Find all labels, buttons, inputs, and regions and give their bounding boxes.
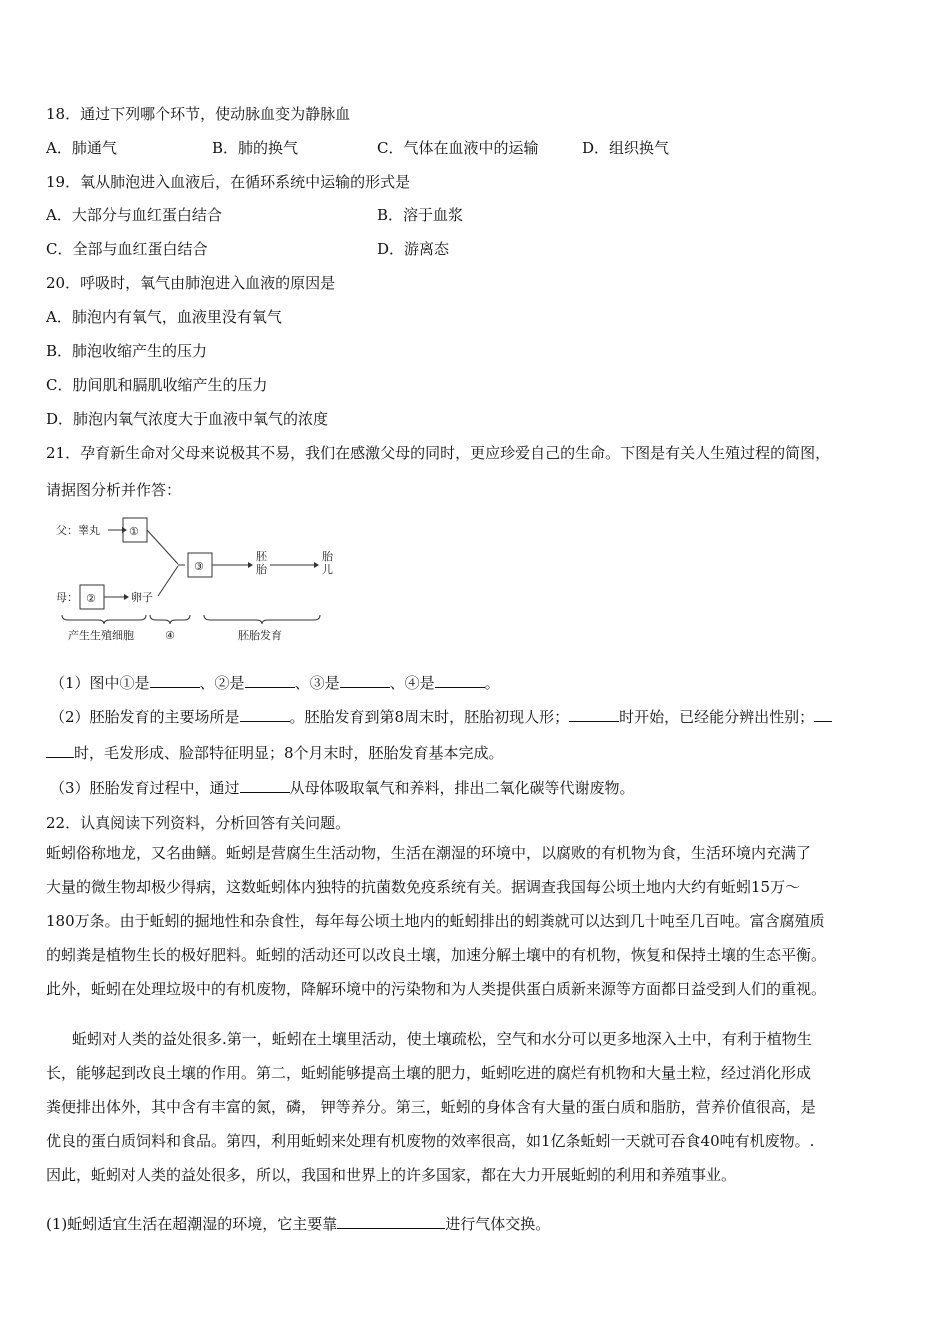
q20-option-a: A．肺泡内有氧气，血液里没有氧气 [46,308,282,326]
q21-stem-line1: 21．孕育新生命对父母来说极其不易，我们在感激父母的同时，更应珍爱自己的生命。下图是有关人生殖过程的简图， [46,444,831,462]
q18-option-b: B．肺的换气 [212,139,299,157]
q19-option-b: B．溶于血浆 [377,206,464,224]
passage-line: 大量的微生物却极少得病，这数蚯蚓体内独特的抗菌数免疫系统有关。据调查我国每公顷土地内大约有蚯蚓15万～ [46,878,801,896]
q21-part2-line1: （2）胚胎发育的主要场所是 。胚胎发育到第8周末时，胚胎初现人形； 时开始，已经能分辨出性别； [50,706,832,727]
reproduction-diagram [50,512,350,652]
passage-line: 此外，蚯蚓在处理垃圾中的有机废物，降解环境中的污染物和为人类提供蛋白质新来源等方面都日益受到人们的重视。 [46,980,827,998]
passage-line: 粪便排出体外，其中含有丰富的氮，磷， 钾等养分。第三，蚯蚓的身体含有大量的蛋白质和脂肪，营养价值很高，是 [46,1098,816,1116]
diagram-box-3-label: ③ [194,560,204,573]
q20-stem: 20．呼吸时，氧气由肺泡进入血液的原因是 [46,274,336,292]
q19-option-d: D．游离态 [377,240,450,258]
q18-option-d: D．组织换气 [582,139,670,157]
q20-option-d: D．肺泡内氧气浓度大于血液中氧气的浓度 [46,410,329,428]
answer-blank-3[interactable] [340,673,390,688]
answer-blank-1[interactable] [150,673,200,688]
passage-line: 蚯蚓对人类的益处很多.第一，蚯蚓在土壤里活动，使土壤疏松，空气和水分可以更多地深入土中，有利于植物生 [72,1030,812,1048]
q22-stem: 22．认真阅读下列资料，分析回答有关问题。 [46,814,351,832]
diagram-label-embryo-dev: 胚胎发育 [238,629,282,642]
answer-blank-9[interactable] [337,1214,445,1229]
q20-option-b: B．肺泡收缩产生的压力 [46,342,208,360]
passage-line: 的蚓粪是植物生长的极好肥料。蚯蚓的活动还可以改良土壤，加速分解土壤中的有机物，恢复和保持土壤的生态平衡。 [46,946,827,964]
answer-blank-8[interactable] [240,778,290,793]
q21-stem-line2: 请据图分析并作答： [46,481,182,499]
q21-part3: （3）胚胎发育过程中，通过 从母体吸取氧气和养料，排出二氧化碳等代谢废物。 [50,779,635,797]
answer-blank-7b[interactable] [46,743,74,758]
diagram-box-2-label: ② [86,592,96,605]
diagram-label-4: ④ [165,629,175,642]
passage-line: 180万条。由于蚯蚓的掘地性和杂食性，每年每公顷土地内的蚯蚓排出的蚓粪就可以达到几十吨至几百吨。富含腐殖质 [46,912,825,930]
q22-part1: (1)蚯蚓适宜生活在超潮湿的环境，它主要靠 进行气体交换。 [46,1215,551,1233]
passage-line: 优良的蛋白质饲料和食品。第四，利用蚯蚓来处理有机废物的效率很高，如1亿条蚯蚓一天就可吞食40吨有机废物。. [46,1132,815,1150]
q18-option-c: C．气体在血液中的运输 [377,139,539,157]
q21-part2-line2: 时，毛发形成、脸部特征明显；8个月末时，胚胎发育基本完成。 [46,742,504,763]
answer-blank-7a[interactable] [814,707,832,722]
answer-blank-4[interactable] [435,673,485,688]
q22-passage-2 [46,1022,908,1192]
diagram-father-label: 父：睾丸 [56,524,100,537]
diagram-label-germ-cells: 产生生殖细胞 [68,629,134,642]
passage-line: 长，能够起到改良土壤的作用。第二，蚯蚓能够提高土壤的肥力，蚯蚓吃进的腐烂有机物和大量土粒，经过消化形成 [46,1064,812,1082]
diagram-fetus-bottom: 儿 [322,563,333,576]
q19-option-c: C．全部与血红蛋白结合 [46,240,208,258]
diagram-embryo-bottom: 胎 [256,563,267,576]
answer-blank-2[interactable] [245,673,295,688]
diagram-fetus-top: 胎 [322,550,333,563]
q21-part1: （1）图中①是 、②是 、③是 、④是 。 [50,674,500,692]
q22-passage-1 [46,836,908,1006]
q19-stem: 19．氧从肺泡进入血液后，在循环系统中运输的形式是 [46,173,411,191]
q18-stem: 18．通过下列哪个环节，使动脉血变为静脉血 [46,105,351,123]
answer-blank-6[interactable] [569,707,619,722]
passage-line: 蚯蚓俗称地龙，又名曲鳝。蚯蚓是营腐生生活动物，生活在潮湿的环境中，以腐败的有机物为食，生活环境内充满了 [46,844,812,862]
passage-line: 因此，蚯蚓对人类的益处很多，所以，我国和世界上的许多国家，都在大力开展蚯蚓的利用和养殖事业。 [46,1166,737,1184]
q19-option-a: A．大部分与血红蛋白结合 [46,206,222,224]
diagram-mother-label: 母： [56,591,78,604]
q18-option-a: A．肺通气 [46,139,117,157]
diagram-box-1-label: ① [129,525,139,538]
diagram-egg-label: 卵子 [131,591,153,604]
diagram-embryo-top: 胚 [256,550,267,563]
answer-blank-5[interactable] [240,707,290,722]
q20-option-c: C．肋间肌和膈肌收缩产生的压力 [46,376,268,394]
